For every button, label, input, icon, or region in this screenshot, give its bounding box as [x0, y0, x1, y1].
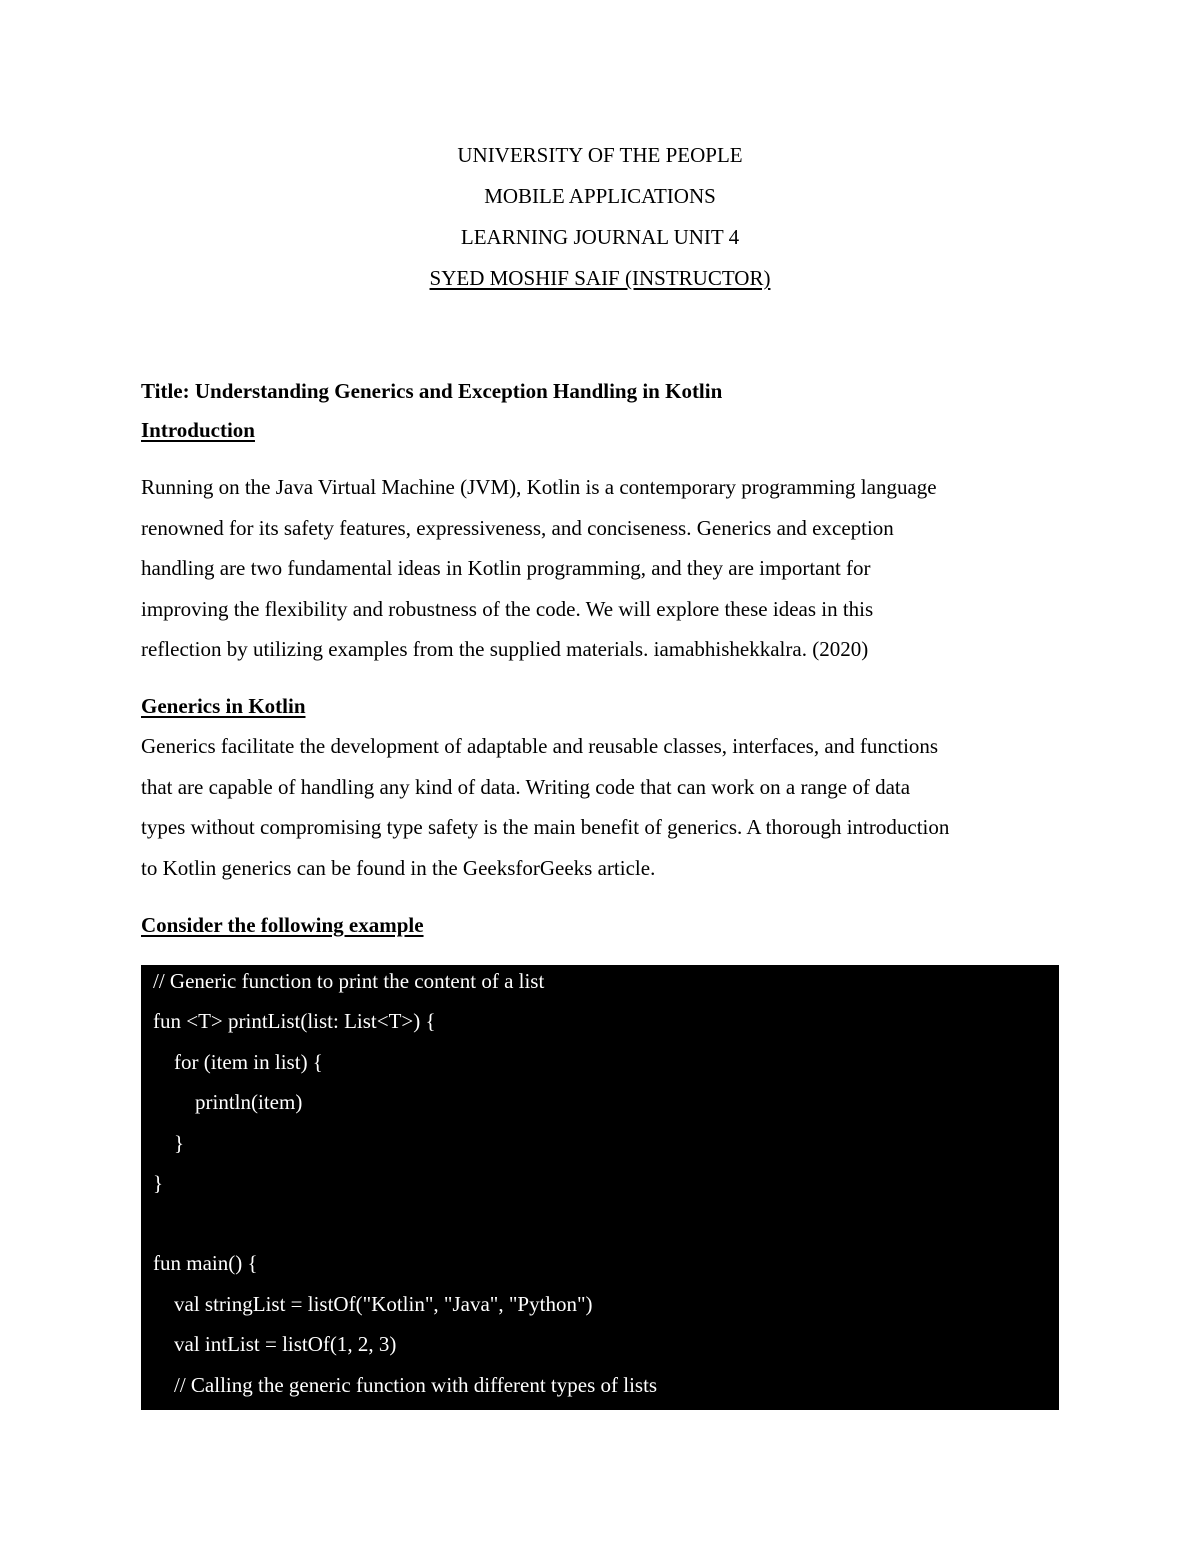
generics-heading: Generics in Kotlin [141, 694, 306, 718]
instructor-name: SYED MOSHIF SAIF (INSTRUCTOR) [429, 266, 771, 290]
code-line: // Generic function to print the content of a list [153, 969, 545, 993]
code-line: // Calling the generic function with different types of lists [153, 1373, 658, 1397]
code-line: fun <T> printList(list: List<T>) { [153, 1009, 436, 1033]
introduction-line: improving the flexibility and robustness of the code. We will explore these ideas in this [141, 596, 874, 621]
code-line: val stringList = listOf("Kotlin", "Java", "Python") [153, 1292, 593, 1316]
generics-line: that are capable of handling any kind of data. Writing code that can work on a range of data [141, 774, 911, 799]
introduction-paragraph [141, 467, 1061, 670]
code-line: println(item) [153, 1090, 303, 1114]
introduction-line: handling are two fundamental ideas in Kotlin programming, and they are important for [141, 556, 871, 580]
introduction-line: reflection by utilizing examples from the supplied materials. iamabhishekkalra. (2020) [141, 637, 869, 661]
introduction-heading: Introduction [141, 418, 255, 442]
code-line: } [153, 1171, 164, 1195]
generics-line: types without compromising type safety is the main benefit of generics. A thorough introduction [141, 815, 950, 839]
document-title: Title: Understanding Generics and Exception Handling in Kotlin [141, 379, 723, 403]
course-name: MOBILE APPLICATIONS [484, 184, 716, 208]
generics-line: Generics facilitate the development of adaptable and reusable classes, interfaces, and functions [141, 734, 939, 758]
code-line: val intList = listOf(1, 2, 3) [153, 1332, 397, 1356]
journal-title: LEARNING JOURNAL UNIT 4 [460, 225, 740, 249]
generics-line: to Kotlin generics can be found in the GeeksforGeeks article. [141, 855, 656, 880]
code-line: } [153, 1131, 185, 1155]
example-heading: Consider the following example [141, 913, 424, 937]
document-header [0, 135, 1200, 299]
generics-paragraph [141, 726, 1061, 888]
code-line: fun main() { [153, 1251, 258, 1275]
introduction-line: Running on the Java Virtual Machine (JVM), Kotlin is a contemporary programming language [141, 475, 937, 499]
code-block [141, 965, 1059, 1410]
code-line: for (item in list) { [153, 1050, 323, 1074]
introduction-line: renowned for its safety features, expressiveness, and conciseness. Generics and exception [141, 515, 894, 540]
university-name: UNIVERSITY OF THE PEOPLE [457, 143, 743, 167]
